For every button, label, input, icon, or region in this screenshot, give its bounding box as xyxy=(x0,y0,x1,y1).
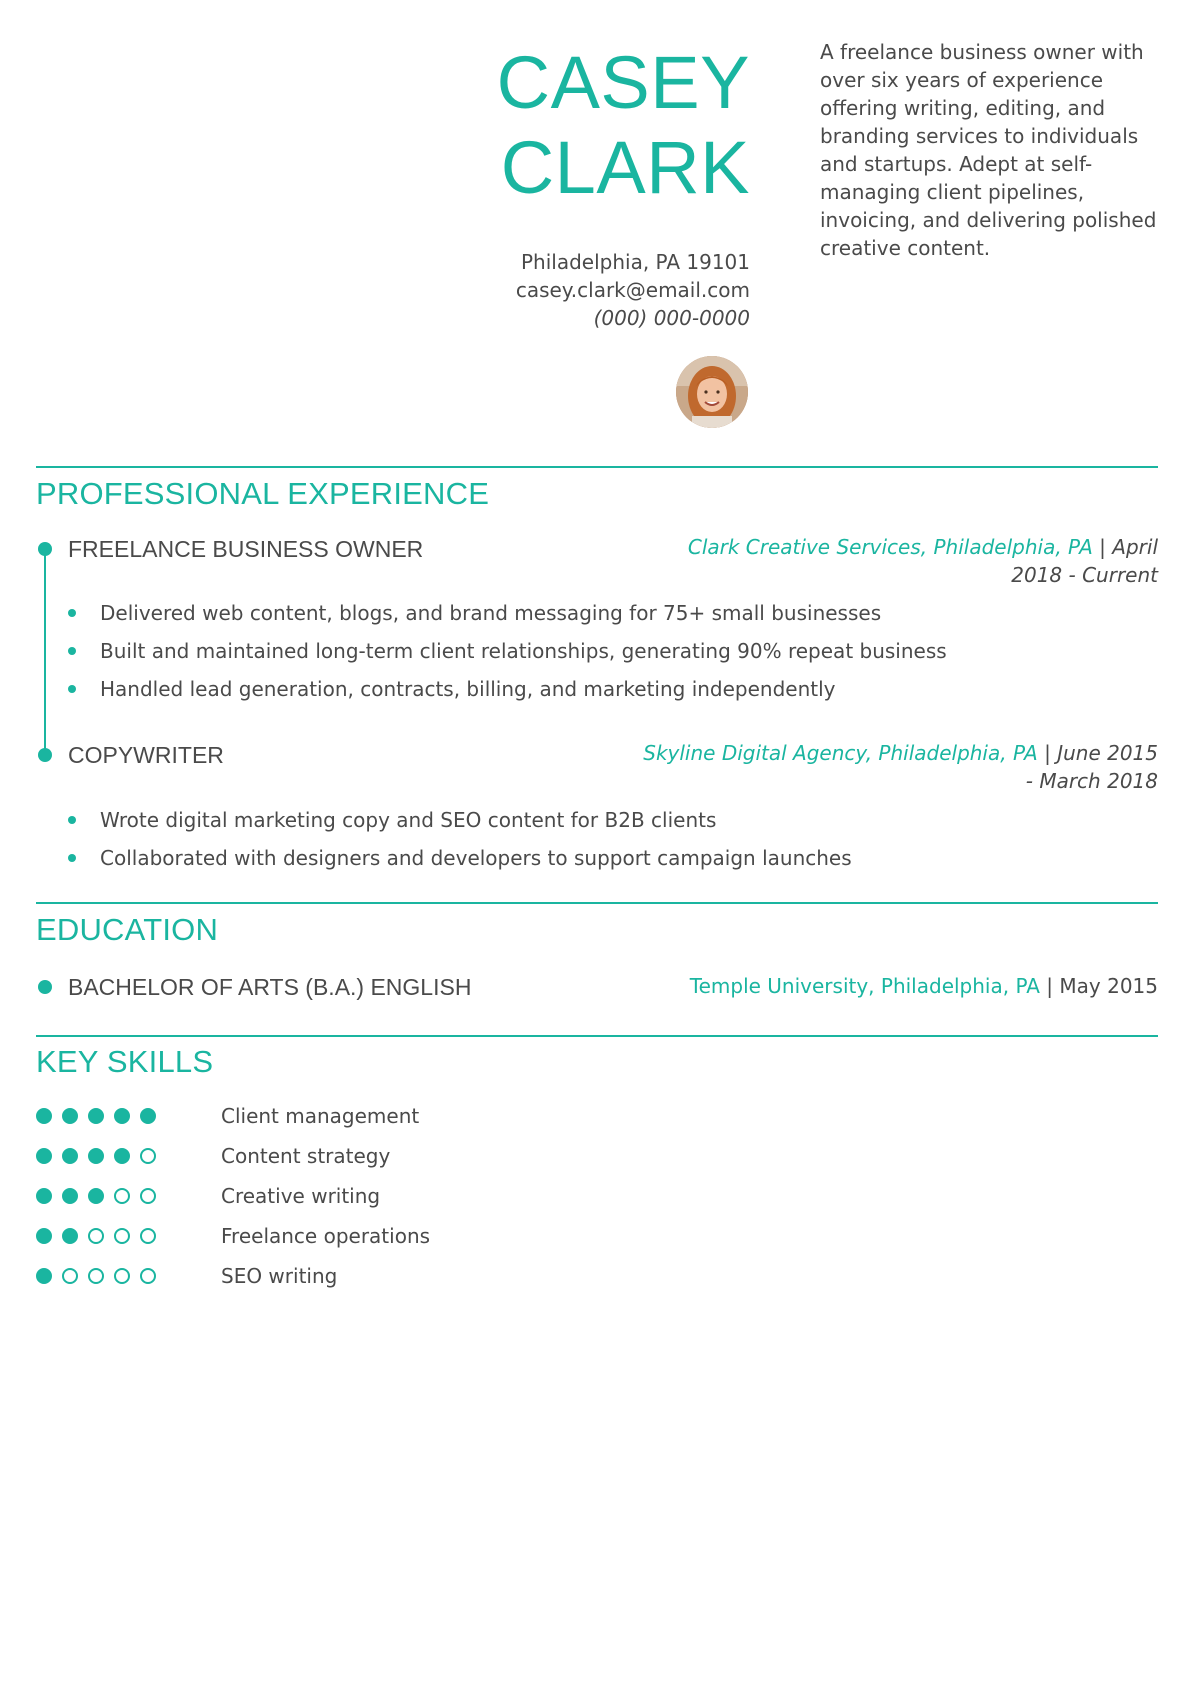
bullet-text: Handled lead generation, contracts, billing, and marketing independently xyxy=(100,677,836,701)
rating-dot-filled xyxy=(88,1188,104,1204)
rating-dot-empty xyxy=(62,1268,78,1284)
bullet-text: Built and maintained long-term client relationships, generating 90% repeat business xyxy=(100,639,947,663)
skill-row xyxy=(36,1222,430,1250)
timeline-dot xyxy=(38,748,52,762)
skills-section-title: KEY SKILLS xyxy=(36,1044,214,1079)
job-meta xyxy=(638,533,1158,589)
rating-dot-filled xyxy=(62,1188,78,1204)
first-name: CASEY xyxy=(496,41,750,124)
job-title: COPYWRITER xyxy=(68,742,224,768)
rating-dot-empty xyxy=(114,1228,130,1244)
rating-dot-empty xyxy=(114,1188,130,1204)
rating-dot-filled xyxy=(36,1228,52,1244)
rating-dot-filled xyxy=(62,1108,78,1124)
rating-dot-empty xyxy=(88,1228,104,1244)
list-item xyxy=(68,594,947,632)
skill-row xyxy=(36,1182,380,1210)
bullet-dot xyxy=(68,685,76,693)
skill-row xyxy=(36,1102,419,1130)
meta-separator: | xyxy=(1046,974,1054,998)
phone-text: (000) 000-0000 xyxy=(593,306,750,330)
job-dates: April 2018 - Current xyxy=(1011,535,1158,587)
skill-name: SEO writing xyxy=(221,1264,338,1288)
education-date: May 2015 xyxy=(1059,974,1158,998)
skill-rating xyxy=(36,1268,221,1284)
skill-name: Creative writing xyxy=(221,1184,381,1208)
education-dot xyxy=(38,980,52,994)
rating-dot-empty xyxy=(140,1148,156,1164)
list-item xyxy=(68,839,852,877)
job-employer: Skyline Digital Agency, Philadelphia, PA xyxy=(643,741,1038,765)
job-meta xyxy=(638,739,1158,795)
education-meta xyxy=(638,972,1158,1000)
experience-section-title: PROFESSIONAL EXPERIENCE xyxy=(36,476,490,511)
timeline-line xyxy=(44,548,46,752)
rating-dot-empty xyxy=(114,1268,130,1284)
section-divider xyxy=(36,902,1158,904)
bullet-dot xyxy=(68,647,76,655)
job-bullets xyxy=(68,801,852,877)
rating-dot-filled xyxy=(114,1108,130,1124)
skill-rating xyxy=(36,1108,221,1124)
timeline-dot xyxy=(38,542,52,556)
bullet-dot xyxy=(68,854,76,862)
contact-info xyxy=(516,248,750,332)
rating-dot-filled xyxy=(36,1108,52,1124)
bullet-dot xyxy=(68,609,76,617)
profile-photo-image xyxy=(676,356,748,428)
skill-rating xyxy=(36,1188,221,1204)
location-text: Philadelphia, PA 19101 xyxy=(520,250,750,274)
rating-dot-filled xyxy=(62,1228,78,1244)
rating-dot-empty xyxy=(140,1228,156,1244)
rating-dot-filled xyxy=(36,1188,52,1204)
rating-dot-filled xyxy=(88,1108,104,1124)
degree-title: BACHELOR OF ARTS (B.A.) ENGLISH xyxy=(68,974,472,1000)
rating-dot-empty xyxy=(88,1268,104,1284)
skill-row xyxy=(36,1262,337,1290)
skill-row xyxy=(36,1142,390,1170)
section-divider xyxy=(36,466,1158,468)
skill-name: Freelance operations xyxy=(221,1224,431,1248)
list-item xyxy=(68,801,852,839)
meta-separator: | xyxy=(1099,535,1106,559)
meta-separator: | xyxy=(1044,741,1051,765)
list-item xyxy=(68,632,947,670)
skill-rating xyxy=(36,1148,221,1164)
job-title: FREELANCE BUSINESS OWNER xyxy=(68,536,424,562)
profile-photo xyxy=(676,356,748,428)
bullet-text: Delivered web content, blogs, and brand messaging for 75+ small businesses xyxy=(100,601,882,625)
list-item xyxy=(68,670,947,708)
skill-rating xyxy=(36,1228,221,1244)
section-divider xyxy=(36,1035,1158,1037)
profile-summary: A freelance business owner with over six years of experience offering writing, editing, and branding services to individuals and startups. Adept at self-managing client pipelines, invoicing, and delivering polished creative content. xyxy=(820,40,1157,260)
skill-name: Content strategy xyxy=(221,1144,391,1168)
skill-name: Client management xyxy=(221,1104,420,1128)
bullet-dot xyxy=(68,816,76,824)
rating-dot-filled xyxy=(62,1148,78,1164)
rating-dot-filled xyxy=(36,1148,52,1164)
school-name: Temple University, Philadelphia, PA xyxy=(689,974,1040,998)
job-dates: June 2015 - March 2018 xyxy=(1025,741,1158,793)
rating-dot-empty xyxy=(140,1268,156,1284)
bullet-text: Wrote digital marketing copy and SEO content for B2B clients xyxy=(100,808,717,832)
rating-dot-filled xyxy=(114,1148,130,1164)
rating-dot-filled xyxy=(140,1108,156,1124)
rating-dot-filled xyxy=(88,1148,104,1164)
job-employer: Clark Creative Services, Philadelphia, PA xyxy=(687,535,1093,559)
rating-dot-empty xyxy=(140,1188,156,1204)
last-name: CLARK xyxy=(500,126,750,209)
rating-dot-filled xyxy=(36,1268,52,1284)
email-text: casey.clark@email.com xyxy=(515,278,750,302)
education-section-title: EDUCATION xyxy=(36,912,219,947)
candidate-name xyxy=(497,40,750,210)
job-bullets xyxy=(68,594,947,708)
bullet-text: Collaborated with designers and developers to support campaign launches xyxy=(100,846,852,870)
